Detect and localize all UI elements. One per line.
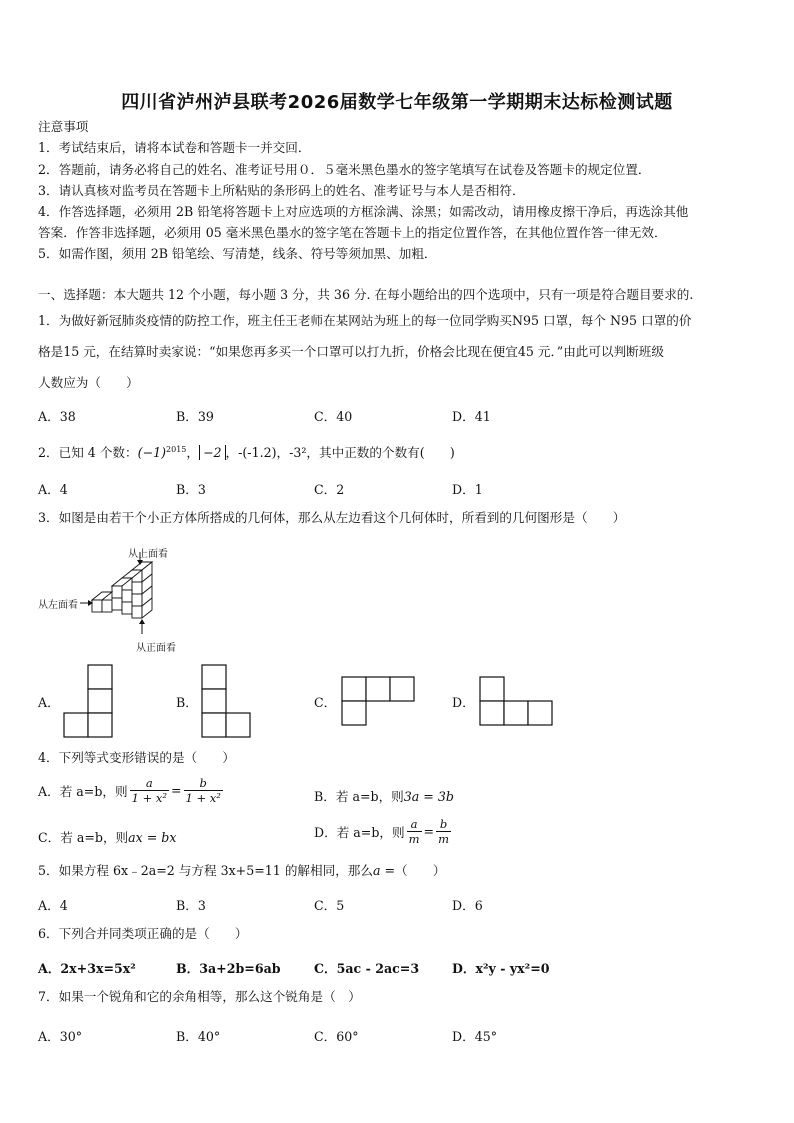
q7-option-a[interactable]: A．30°: [38, 1029, 83, 1044]
q2-option-d[interactable]: D．1: [452, 482, 483, 497]
q3-option-a-figure[interactable]: [64, 664, 114, 738]
notice-item-4: 4．作答选择题，必须用 2B 铅笔将答题卡上对应选项的方框涂满、涂黑；如需改动，请用橡皮擦干净后，再选涂其他: [38, 204, 689, 219]
q3-option-a[interactable]: A．: [38, 695, 60, 710]
q6-option-a[interactable]: A．2x+3x=5x²: [38, 961, 136, 976]
q4-option-d[interactable]: [314, 817, 453, 846]
q4-a-eq: =: [170, 783, 182, 798]
q5-option-c[interactable]: C．5: [314, 898, 345, 913]
q4-option-c-prefix: C．若 a=b，则: [38, 830, 129, 845]
q4-d-den2: m: [438, 832, 449, 846]
q4-option-c-expr: ax = bx: [128, 830, 177, 845]
q4-option-d-prefix: D．若 a=b，则: [314, 825, 405, 840]
notice-item-4-cont: 答案．作答非选择题，必须用 05 毫米黑色墨水的签字笔在答题卡上的指定位置作答，在其他位置作答一律无效．: [38, 225, 667, 240]
q4-option-b-prefix: B．若 a=b，则: [314, 789, 404, 804]
section-heading: 一、选择题：本大题共 12 个小题，每小题 3 分，共 36 分. 在每小题给出的四个选项中，只有一项是符合题目要求的.: [38, 287, 694, 302]
q4-option-b[interactable]: [314, 786, 454, 805]
notice-item-5: 5．如需作图，须用 2B 铅笔绘、写清楚，线条、符号等须加黑、加粗．: [38, 246, 437, 261]
q4-option-a-frac-left: [130, 776, 169, 805]
q5-stem: [38, 863, 445, 879]
notice-heading: 注意事项: [38, 119, 89, 134]
page-title: 四川省泸州泸县联考2026届数学七年级第一学期期末达标检测试题: [121, 92, 673, 113]
q3-label-front-view: 从正面看: [136, 643, 176, 654]
q1-line-2: 格是15 元，在结算时卖家说：“如果您再多买一个口罩可以打九折，价格会比现在便宜45 元．”由此可以判断班级: [38, 344, 664, 359]
q1-option-d[interactable]: D．41: [452, 409, 491, 424]
q7-option-d[interactable]: D．45°: [452, 1029, 498, 1044]
q3-option-b-figure[interactable]: [202, 664, 252, 738]
notice-item-3: 3．请认真核对监考员在答题卡上所粘贴的条形码上的姓名、准考证号与本人是否相符．: [38, 183, 525, 198]
q4-d-num1: a: [407, 817, 422, 832]
q4-option-a[interactable]: [38, 776, 225, 805]
q2-rest: ，-(-1.2)，-3²，其中正数的个数有( ): [225, 445, 455, 461]
q1-option-c[interactable]: C．40: [314, 409, 353, 424]
q2-prefix: 2．已知 4 个数：: [38, 445, 138, 461]
q3-label-left-view: 从左面看: [38, 600, 78, 611]
q5-option-d[interactable]: D．6: [452, 898, 483, 913]
q3-option-c[interactable]: C．: [314, 695, 337, 710]
q3-option-c-figure[interactable]: [341, 676, 415, 726]
q6-option-b[interactable]: B．3a+2b=6ab: [176, 961, 281, 976]
q1-line-1: 1．为做好新冠肺炎疫情的防控工作，班主任王老师在某网站为班上的每一位同学购买N95 口罩，每个 N95 口罩的价: [38, 313, 692, 328]
q2-power-exp: 2015: [166, 445, 187, 454]
q3-option-b[interactable]: B．: [176, 695, 198, 710]
notice-item-2: 2．答题前，请务必将自己的姓名、准考证号用０．５毫米黑色墨水的签字笔填写在试卷及答题卡的规定位置．: [38, 162, 651, 177]
q4-d-den1: m: [408, 832, 420, 846]
q4-option-d-frac-left: [407, 817, 422, 846]
q7-stem: 7．如果一个锐角和它的余角相等，那么这个锐角是（ ）: [38, 989, 361, 1004]
q4-option-a-frac-right: [184, 776, 223, 805]
q3-option-d[interactable]: D．: [452, 695, 475, 710]
q2-option-a[interactable]: A．4: [38, 482, 68, 497]
q7-option-c[interactable]: C．60°: [314, 1029, 359, 1044]
q5-text: 5．如果方程 6x﹣2a=2 与方程 3x+5=11 的解相同，那么: [38, 863, 373, 878]
q1-line-3: 人数应为（ ）: [38, 375, 139, 390]
q5-option-b[interactable]: B．3: [176, 898, 206, 913]
q5-tail: =（ ）: [380, 863, 446, 878]
q2-option-b[interactable]: B．3: [176, 482, 206, 497]
q4-d-eq: =: [423, 824, 435, 839]
q3-option-d-figure[interactable]: [479, 676, 553, 726]
q4-option-c[interactable]: [38, 827, 176, 846]
q7-option-b[interactable]: B．40°: [176, 1029, 221, 1044]
q2-stem: 2．已知 4 个数：$(-1)^{2015}$， −2 ，-(-1.2)，-3²，其中正数的个数有( ): [38, 445, 455, 461]
q6-option-d[interactable]: D．x²y - yx²=0: [452, 961, 550, 976]
q4-option-b-expr: 3a = 3b: [403, 789, 454, 804]
notice-item-1: 1．考试结束后，请将本试卷和答题卡一并交回．: [38, 140, 311, 155]
q6-stem: 6．下列合并同类项正确的是（ ）: [38, 926, 248, 941]
q5-option-a[interactable]: A．4: [38, 898, 68, 913]
q3-stem: 3．如图是由若干个小正方体所搭成的几何体，那么从左边看这个几何体时，所看到的几何图形是（ ）: [38, 510, 626, 525]
q2-abs-value: −2: [199, 445, 226, 460]
q1-option-a[interactable]: A．38: [38, 409, 76, 424]
q3-label-top-view: 从上面看: [128, 549, 168, 560]
q4-stem: 4．下列等式变形错误的是（ ）: [38, 750, 235, 765]
q4-option-d-frac-right: [436, 817, 451, 846]
q5-var: a: [372, 863, 381, 878]
q4-a-num1: a: [130, 776, 169, 791]
q4-d-num2: b: [436, 817, 451, 832]
q6-option-c[interactable]: C．5ac - 2ac=3: [314, 961, 420, 976]
q4-a-den2: 1 + x²: [185, 791, 221, 805]
q2-power-base: (−1): [137, 445, 167, 461]
q1-option-b[interactable]: B．39: [176, 409, 214, 424]
q4-a-den1: 1 + x²: [131, 791, 167, 805]
q4-a-num2: b: [184, 776, 223, 791]
q2-option-c[interactable]: C．2: [314, 482, 345, 497]
q4-option-a-prefix: A．若 a=b，则: [38, 784, 128, 799]
